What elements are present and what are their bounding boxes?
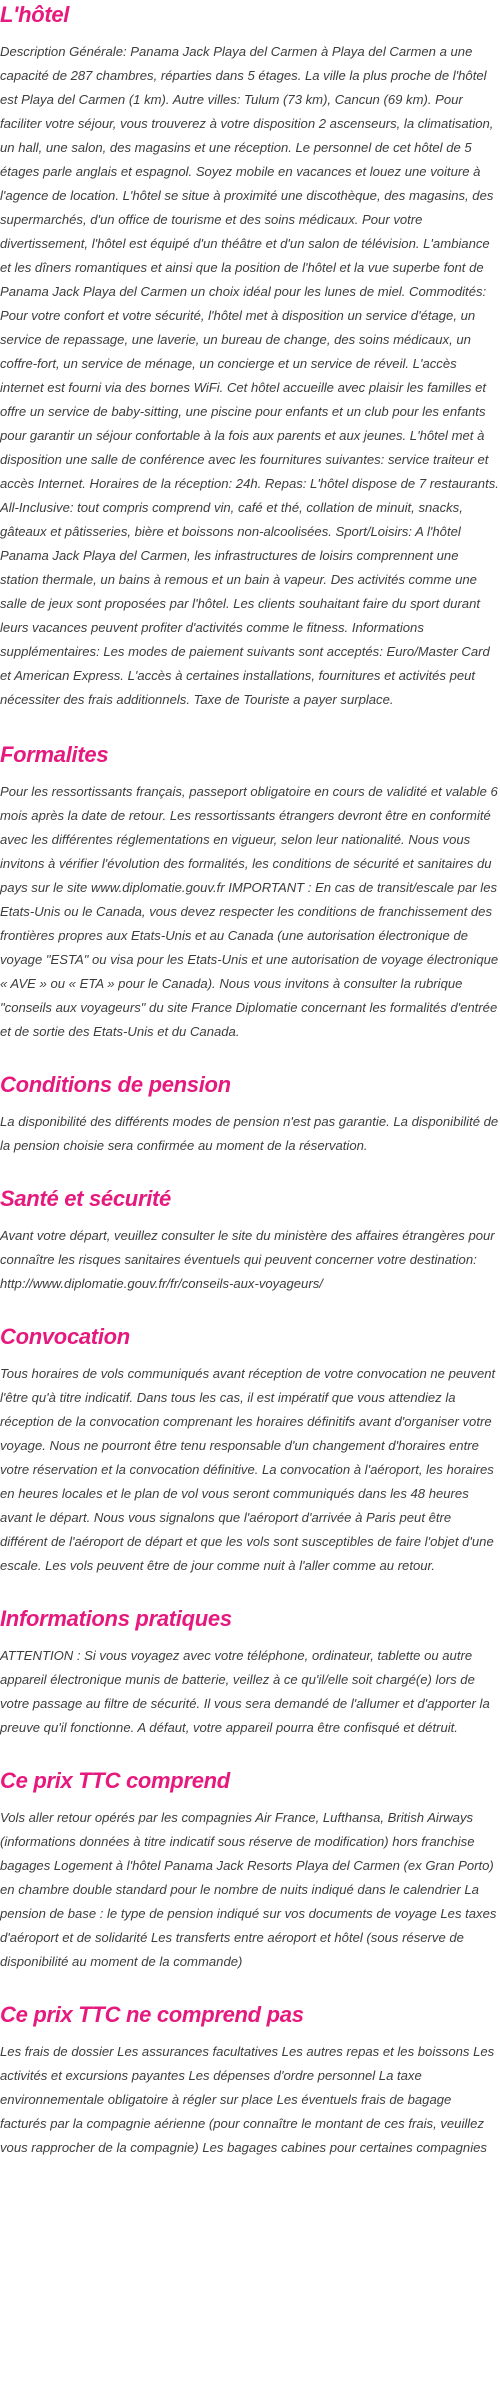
section-sante-securite <box>0 1186 500 1296</box>
section-body-formalites: Pour les ressortissants français, passeport obligatoire en cours de validité et valable 6 mois après la date de retour. Les ressortissants étrangers devront être en conformité avec les différentes réglementations en vigueur, selon leur nationalité. Nous vous invitons à vérifier l'évolution des formalités, les conditions de sécurité et sanitaires du pays sur le site www.diplomatie.gouv.fr IMPORTANT : En cas de transit/escale par les Etats-Unis ou le Canada, vous devez respecter les conditions de franchissement des frontières propres aux Etats-Unis et au Canada (une autorisation électronique de voyage "ESTA" ou visa pour les Etats-Unis et une autorisation de voyage électronique « AVE » ou « ETA » pour le Canada). Nous vous invitons à consulter la rubrique "conseils aux voyageurs" du site France Diplomatie concernant les formalités d'entrée et de sortie des Etats-Unis et du Canada. <box>0 784 499 1039</box>
section-prix-ne-comprend-pas <box>0 2002 500 2160</box>
section-informations-pratiques <box>0 1606 500 1740</box>
section-formalites <box>0 742 500 1044</box>
section-title-conditions-pension: Conditions de pension <box>0 1072 231 1097</box>
section-title-formalites: Formalites <box>0 742 109 767</box>
section-body-sante-securite: Avant votre départ, veuillez consulter le site du ministère des affaires étrangères pour connaître les risques sanitaires éventuels qui peuvent concerner votre destination: http://www.diplomatie.gouv.fr/fr/conseils-aux-voyageurs/ <box>0 1228 495 1291</box>
section-convocation <box>0 1324 500 1578</box>
section-title-prix-comprend: Ce prix TTC comprend <box>0 1768 230 1793</box>
section-title-informations-pratiques: Informations pratiques <box>0 1606 232 1631</box>
section-title-hotel: L'hôtel <box>0 2 70 27</box>
section-title-sante-securite: Santé et sécurité <box>0 1186 171 1211</box>
section-body-prix-comprend: Vols aller retour opérés par les compagnies Air France, Lufthansa, British Airways (informations données à titre indicatif sous réserve de modification) hors franchise bagages Logement à l'hôtel Panama Jack Resorts Playa del Carmen (ex Gran Porto) en chambre double standard pour le nombre de nuits indiqué dans le calendrier La pension de base : le type de pension indiqué sur vos documents de voyage Les taxes d'aéroport et de solidarité Les transferts entre aéroport et hôtel (sous réserve de disponibilité au moment de la commande) <box>0 1810 497 1969</box>
section-hotel <box>0 0 500 712</box>
section-prix-comprend <box>0 1768 500 1974</box>
section-body-convocation: Tous horaires de vols communiqués avant réception de votre convocation ne peuvent l'être qu'à titre indicatif. Dans tous les cas, il est impératif que vous attendiez la réception de la convocation comprenant les horaires définitifs avant d'organiser votre voyage. Nous ne pourront être tenu responsable d'un changement d'horaires entre votre réservation et la convocation définitive. La convocation à l'aéroport, les horaires en heures locales et le plan de vol vous seront communiqués dans les 48 heures avant le départ. Nous vous signalons que l'aéroport d'arrivée à Paris peut être différent de l'aéroport de départ et que les vols sont susceptibles de faire l'objet d'une escale. Les vols peuvent être de jour comme nuit à l'aller comme au retour. <box>0 1366 496 1573</box>
section-title-prix-ne-comprend-pas: Ce prix TTC ne comprend pas <box>0 2002 304 2027</box>
section-conditions-pension <box>0 1072 500 1158</box>
section-body-conditions-pension: La disponibilité des différents modes de pension n'est pas garantie. La disponibilité de la pension choisie sera confirmée au moment de la réservation. <box>0 1114 499 1153</box>
section-body-prix-ne-comprend-pas: Les frais de dossier Les assurances facultatives Les autres repas et les boissons Les activités et excursions payantes Les dépenses d'ordre personnel La taxe environnementale obligatoire à régler sur place Les éventuels frais de bagage facturés par la compagnie aérienne (pour connaître le montant de ces frais, veuillez vous rapprocher de la compagnie) Les bagages cabines pour certaines compagnies <box>0 2044 495 2155</box>
section-title-convocation: Convocation <box>0 1324 130 1349</box>
section-body-informations-pratiques: ATTENTION : Si vous voyagez avec votre téléphone, ordinateur, tablette ou autre appareil électronique munis de batterie, veillez à ce qu'il/elle soit chargé(e) lors de votre passage au filtre de sécurité. Il vous sera demandé de l'allumer et d'apporter la preuve qu'il fonctionne. A défaut, votre appareil pourra être confisqué et détruit. <box>0 1648 490 1735</box>
section-body-hotel: Description Générale: Panama Jack Playa del Carmen à Playa del Carmen a une capacité de 287 chambres, réparties dans 5 étages. La ville la plus proche de l'hôtel est Playa del Carmen (1 km). Autre villes: Tulum (73 km), Cancun (69 km). Pour faciliter votre séjour, vous trouverez à votre disposition 2 ascenseurs, la climatisation, un hall, une salon, des magasins et une réception. Le personnel de cet hôtel de 5 étages parle anglais et espagnol. Soyez mobile en vacances et louez une voiture à l'agence de location. L'hôtel se situe à proximité une discothèque, des magasins, des supermarchés, d'un office de tourisme et des soins médicaux. Pour votre divertissement, l'hôtel est équipé d'un théâtre et d'un salon de télévision. L'ambiance et les dîners romantiques et ainsi que la position de l'hôtel et la vue superbe font de Panama Jack Playa del Carmen un choix idéal pour les lunes de miel. Commodités: Pour votre confort et votre sécurité, l'hôtel met à disposition un service d'étage, un service de repassage, une laverie, un bureau de change, des soins médicaux, un coffre-fort, un service de ménage, un concierge et un service de réveil. L'accès internet est fourni via des bornes WiFi. Cet hôtel accueille avec plaisir les familles et offre un service de baby-sitting, une piscine pour enfants et un club pour les enfants pour garantir un séjour confortable à la fois aux parents et aux jeunes. L'hôtel met à disposition une salle de conférence avec les fournitures suivantes: service traiteur et accès Internet. Horaires de la réception: 24h. Repas: L'hôtel dispose de 7 restaurants. All-Inclusive: tout compris comprend vin, café et thé, collation de minuit, snacks, gâteaux et pâtisseries, bière et boissons non-alcoolisées. Sport/Loisirs: A l'hôtel Panama Jack Playa del Carmen, les infrastructures de loisirs comprennent une station thermale, un bains à remous et un bain à vapeur. Des activités comme une salle de jeux sont proposées par l'hôtel. Les clients souhaitant faire du sport durant leurs vacances peuvent profiter d'activités comme le fitness. Informations supplémentaires: Les modes de paiement suivants sont acceptés: Euro/Master Card et American Express. L'accès à certaines installations, fournitures et activités peut nécessiter des frais additionnels. Taxe de Touriste a payer surplace. <box>0 44 499 707</box>
